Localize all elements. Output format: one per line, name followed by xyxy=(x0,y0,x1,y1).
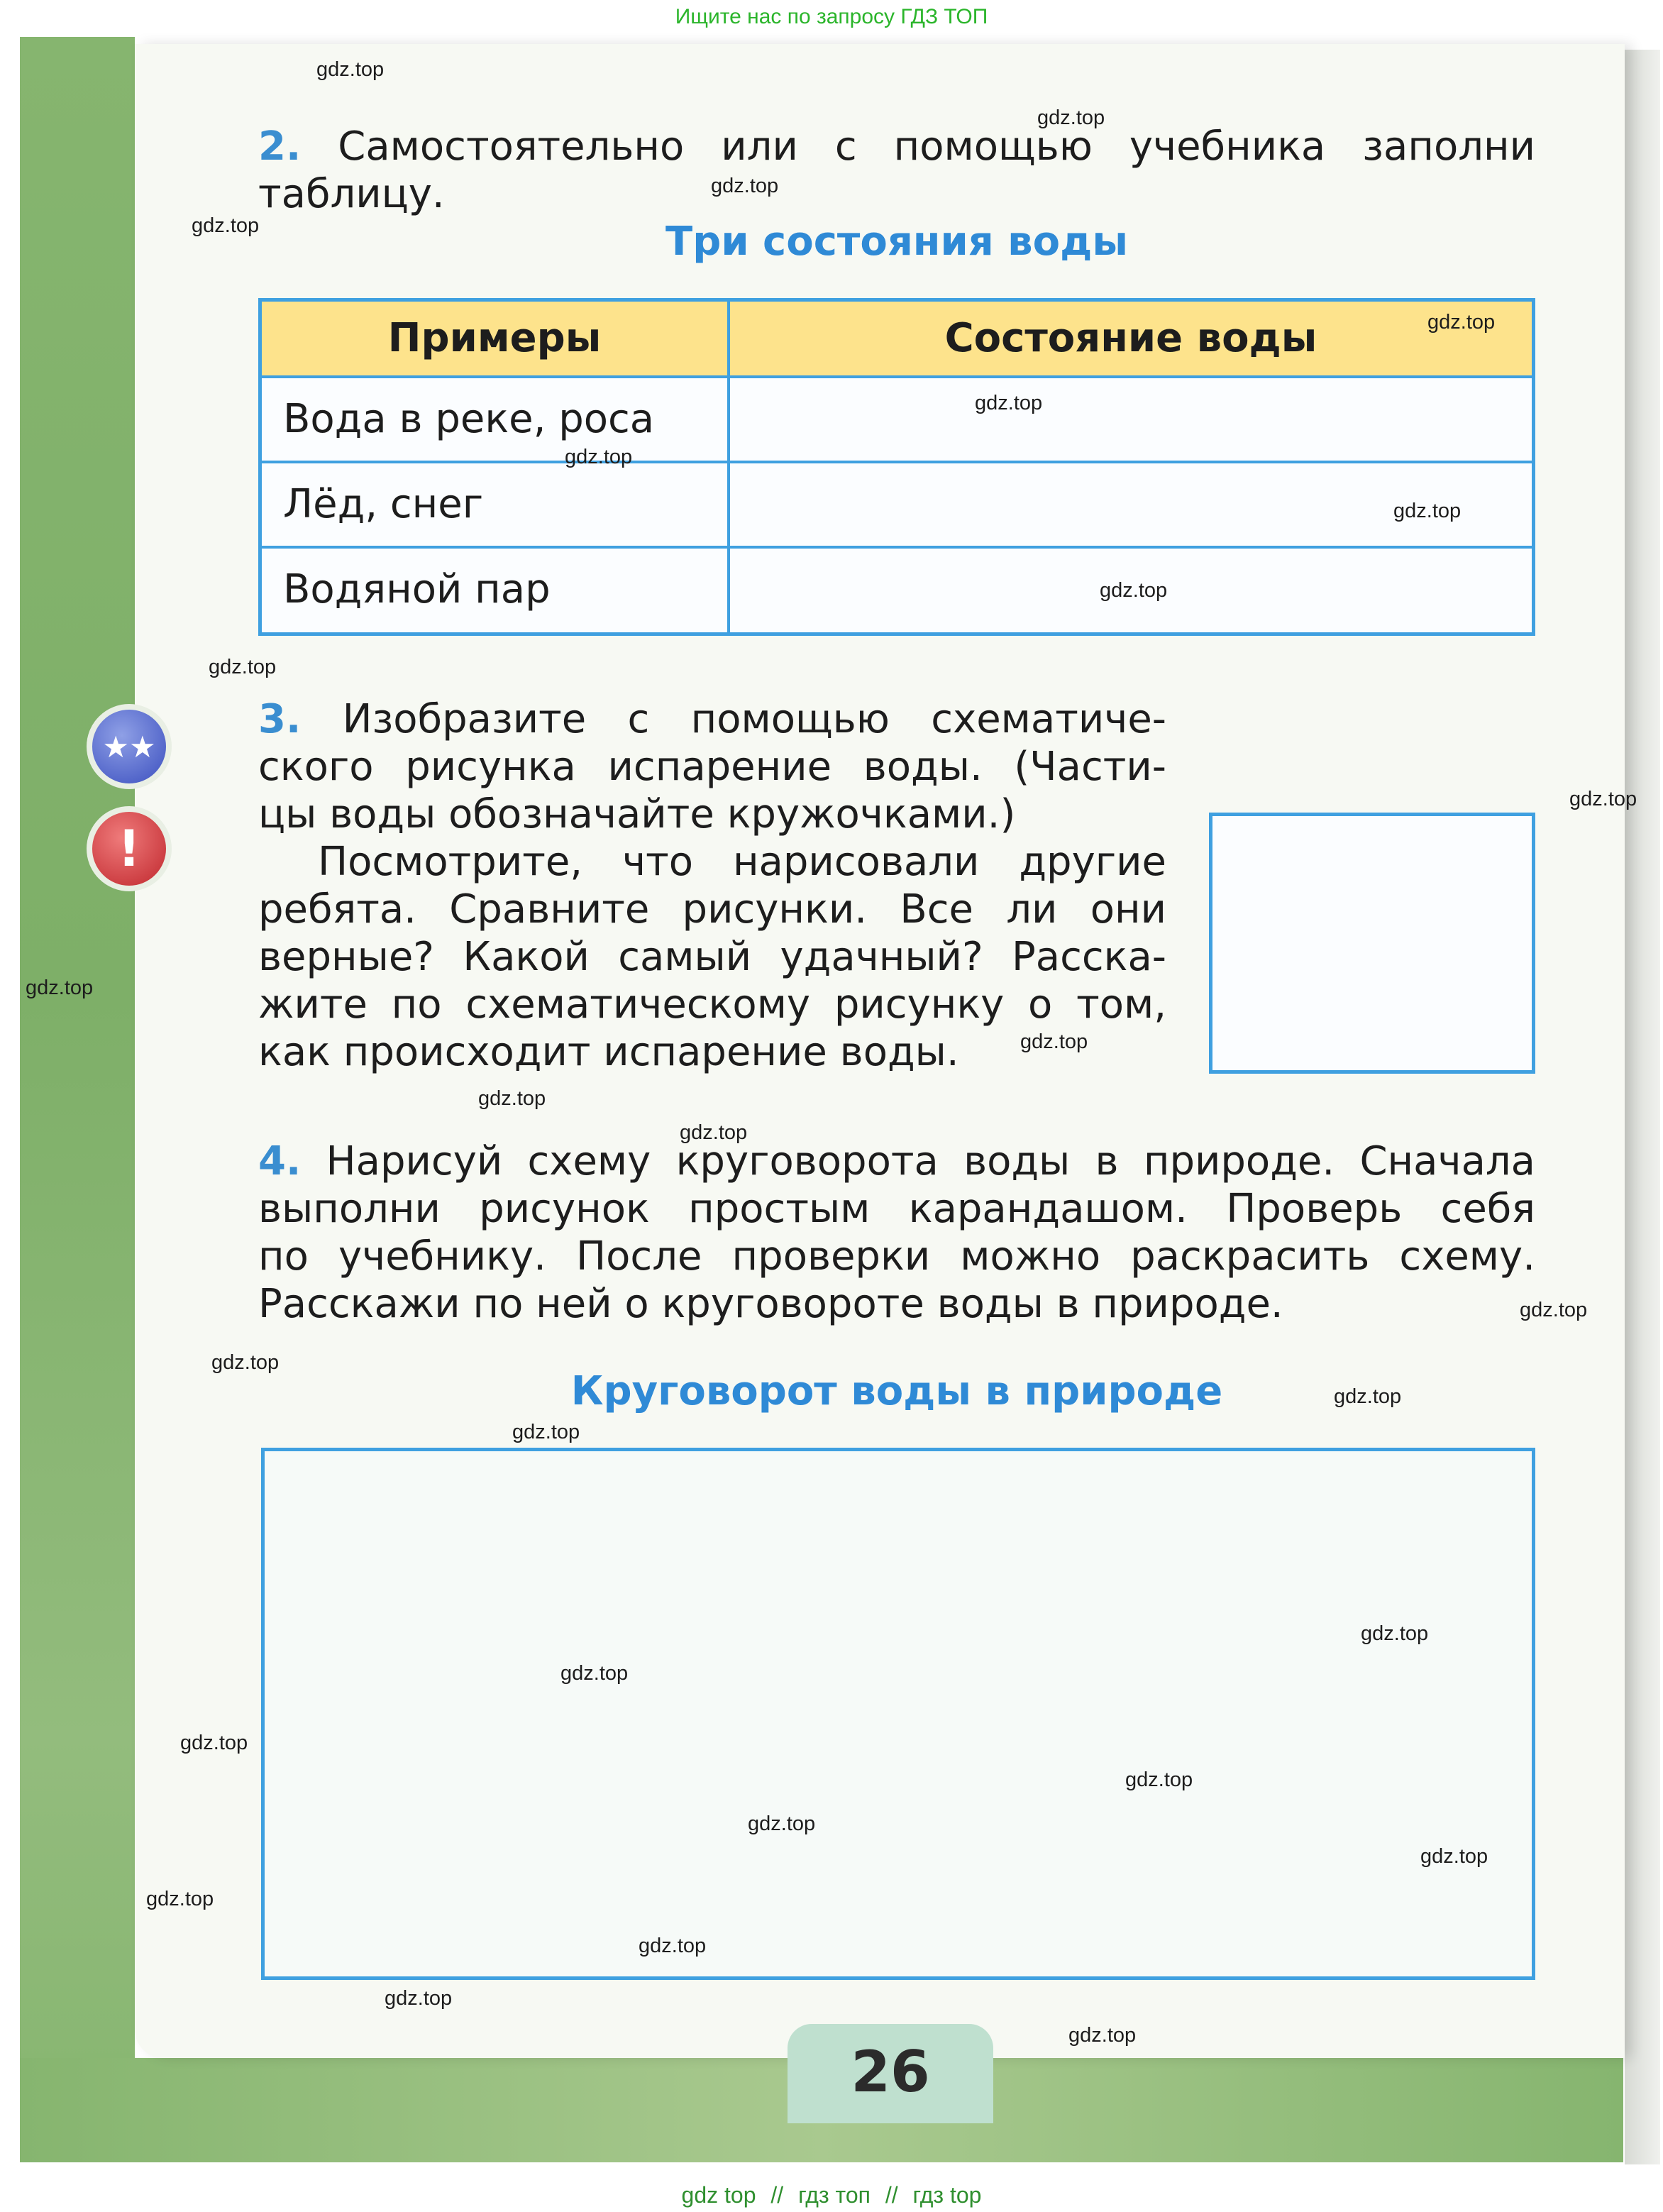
watermark: gdz.top xyxy=(975,392,1043,414)
bottom-link-separator: // xyxy=(770,2182,784,2208)
table-cell-example: Водяной пар xyxy=(283,566,551,612)
table-header-row xyxy=(262,302,1532,378)
task4-number: 4. xyxy=(258,1138,302,1184)
watermark: gdz.top xyxy=(478,1087,546,1110)
bottom-links-bar xyxy=(0,2179,1663,2212)
task3-text-line: ребята. Сравните рисунки. Все ли они xyxy=(258,886,1166,932)
table-title: Три состояния воды xyxy=(665,219,1128,265)
watermark: gdz.top xyxy=(316,58,385,81)
watermark: gdz.top xyxy=(385,1987,453,2010)
task2-line1 xyxy=(258,123,1535,170)
task3-text-line: Посмотрите, что нарисовали другие xyxy=(318,839,1166,885)
task3-number: 3. xyxy=(258,696,302,742)
watermark: gdz.top xyxy=(146,1888,214,1910)
watermark: gdz.top xyxy=(680,1121,748,1144)
watermark: gdz.top xyxy=(560,1662,629,1685)
task3-text-line: цы воды обозначайте кружочками.) xyxy=(258,791,1016,837)
task4-text-line: выполни рисунок простым карандашом. Проверь себя xyxy=(258,1186,1535,1232)
watermark: gdz.top xyxy=(1334,1385,1402,1408)
task4-text-line: Нарисуй схему круговорота воды в природе. Сначала xyxy=(326,1138,1535,1184)
watermark: gdz.top xyxy=(1037,106,1105,129)
task3-text-line: ского рисунка испарение воды. (Части- xyxy=(258,744,1166,790)
water-states-table xyxy=(258,298,1535,636)
watermark: gdz.top xyxy=(1393,500,1462,522)
watermark: gdz.top xyxy=(711,175,779,197)
task3-line1 xyxy=(258,695,1166,743)
column-header-state: Состояние воды xyxy=(944,315,1317,361)
watermark: gdz.top xyxy=(192,214,260,237)
page-number: 26 xyxy=(788,2024,993,2123)
table-column-divider xyxy=(727,302,730,632)
table-cell-state[interactable] xyxy=(751,378,1518,461)
page-edge-shadow xyxy=(1625,50,1660,2164)
table-cell-example: Вода в реке, роса xyxy=(283,396,655,442)
bottom-link-separator: // xyxy=(885,2182,898,2208)
task3-text-line: Изобразите с помощью схематиче- xyxy=(342,696,1166,742)
watermark: gdz.top xyxy=(512,1421,580,1443)
task3-text-line: верные? Какой самый удачный? Расска- xyxy=(258,934,1166,980)
task2-number: 2. xyxy=(258,123,302,170)
watermark: gdz.top xyxy=(180,1732,248,1754)
watermark: gdz.top xyxy=(209,656,277,678)
task3-text-line: как происходит испарение воды. xyxy=(258,1029,959,1075)
watermark: gdz.top xyxy=(1020,1030,1088,1053)
watermark: gdz.top xyxy=(211,1351,280,1374)
watermark: gdz.top xyxy=(1125,1768,1193,1791)
watermark: gdz.top xyxy=(1068,2024,1137,2047)
top-banner[interactable]: Ищите нас по запросу ГДЗ ТОП xyxy=(675,5,988,28)
watermark: gdz.top xyxy=(639,1935,707,1957)
bottom-link[interactable]: гдз топ xyxy=(798,2182,871,2208)
bottom-link[interactable]: гдз top xyxy=(912,2182,982,2208)
task2-text-line1: Самостоятельно или с помощью учебника заполни xyxy=(338,123,1535,170)
bottom-link[interactable]: gdz top xyxy=(681,2182,756,2208)
water-cycle-drawing-box[interactable] xyxy=(261,1448,1535,1980)
task4-text-line: по учебнику. После проверки можно раскрасить схему. xyxy=(258,1233,1535,1280)
watermark: gdz.top xyxy=(1420,1845,1488,1868)
watermark: gdz.top xyxy=(1100,579,1168,602)
watermark: gdz.top xyxy=(1520,1299,1588,1321)
column-header-examples: Примеры xyxy=(387,315,602,361)
stars-icon: ★★ xyxy=(87,704,172,789)
task2-line2: таблицу. xyxy=(258,171,445,217)
exclamation-icon: ! xyxy=(87,806,172,891)
left-decorative-strip xyxy=(20,37,135,2162)
watermark: gdz.top xyxy=(1361,1622,1429,1645)
evaporation-drawing-box[interactable] xyxy=(1209,813,1535,1074)
task3-text-line: жите по схематическому рисунку о том, xyxy=(258,981,1166,1028)
watermark: gdz.top xyxy=(26,976,94,999)
task4-line1 xyxy=(258,1138,1535,1185)
table-cell-example: Лёд, снег xyxy=(283,481,484,527)
watermark: gdz.top xyxy=(565,446,633,468)
task4-text-line: Расскажи по ней о круговороте воды в природе. xyxy=(258,1281,1283,1327)
watermark: gdz.top xyxy=(1427,311,1496,334)
watermark: gdz.top xyxy=(748,1812,816,1835)
watermark: gdz.top xyxy=(1569,788,1637,810)
cycle-title: Круговорот воды в природе xyxy=(570,1368,1223,1414)
